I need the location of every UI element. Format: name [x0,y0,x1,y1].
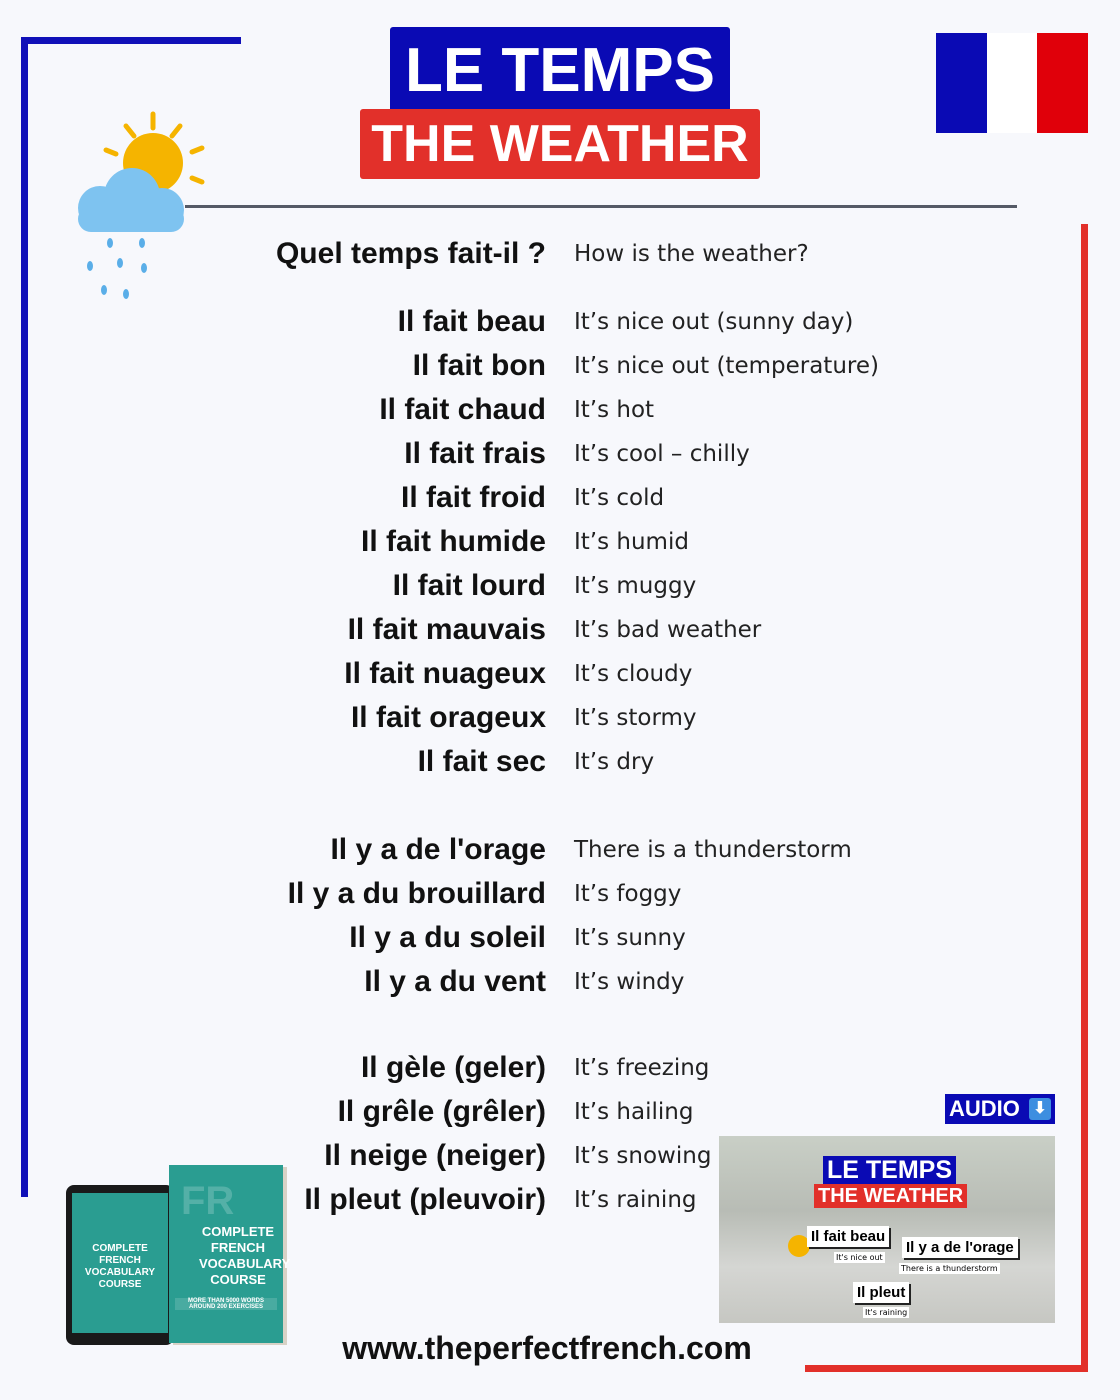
phrase-en: It’s snowing [574,1143,712,1169]
phrase-en: It’s freezing [574,1055,710,1081]
vocab-row [0,566,1120,606]
download-arrow-icon: ⬇ [1029,1098,1051,1120]
phrase-fr: Il y a du brouillard [287,877,546,910]
video-title-en: THE WEATHER [814,1184,967,1208]
vocab-row [0,610,1120,650]
phrase-fr: Il y a du soleil [349,921,546,954]
phrase-en: It’s foggy [574,881,682,907]
phrase-fr: Il fait bon [412,349,546,382]
vocab-row [0,654,1120,694]
phrase-fr: Il fait froid [401,481,546,514]
vocab-row [0,302,1120,342]
phrase-fr: Il fait nuageux [344,657,546,690]
divider [185,205,1017,208]
vocab-row [0,478,1120,518]
vocab-row [0,874,1120,914]
audio-button[interactable] [945,1094,1055,1124]
website-url[interactable]: www.theperfectfrench.com [342,1330,752,1366]
phrase-fr: Il fait chaud [379,393,546,426]
phrase-fr: Il fait sec [417,745,546,778]
phrase-en: It’s nice out (sunny day) [574,309,854,335]
vocab-row [0,742,1120,782]
phrase-fr: Il fait beau [397,305,546,338]
book-fr: FR [181,1179,235,1223]
vocab-row [0,390,1120,430]
phrase-fr: Il fait lourd [392,569,546,602]
video-sub-3: It's raining [865,1308,908,1317]
question-row [0,234,1120,274]
phrase-en: It’s windy [574,969,685,995]
phrase-en: It’s raining [574,1187,697,1213]
video-label-3: Il pleut [853,1282,909,1303]
vocab-row [0,830,1120,870]
phrase-fr: Il fait humide [360,525,546,558]
phrase-en: It’s hailing [574,1099,694,1125]
paperback-book [169,1165,291,1343]
vocab-row [0,1048,1120,1088]
phrase-fr: Il fait frais [404,437,546,470]
vocab-row [0,522,1120,562]
question-fr: Quel temps fait-il ? [275,237,546,270]
vocab-row [0,346,1120,386]
phrase-en: It’s sunny [574,925,686,951]
phrase-fr: Il y a du vent [364,965,546,998]
phrase-en: It’s cloudy [574,661,693,687]
frame-blue-top [24,37,241,44]
vocab-row [0,698,1120,738]
vocab-row [0,962,1120,1002]
tablet-book [66,1185,174,1345]
video-label-1: Il fait beau [807,1226,889,1247]
phrase-fr: Il y a de l'orage [330,833,546,866]
book-tag: MORE THAN 5000 WORDS AROUND 200 EXERCISES [175,1298,277,1310]
video-title-fr: LE TEMPS [823,1156,956,1184]
phrase-fr: Il fait mauvais [347,613,546,646]
video-label-2: Il y a de l'orage [902,1237,1018,1258]
video-sub-2: There is a thunderstorm [901,1264,998,1273]
title-fr: LE TEMPS [390,27,730,115]
phrase-en: It’s humid [574,529,689,555]
vocab-row [0,434,1120,474]
phrase-en: It’s nice out (temperature) [574,353,879,379]
vocab-row [0,918,1120,958]
video-sub-1: It's nice out [836,1253,883,1262]
phrase-fr: Il neige (neiger) [324,1139,546,1172]
phrase-en: It’s dry [574,749,655,775]
phrase-fr: Il gèle (geler) [360,1051,546,1084]
phrase-en: It’s cold [574,485,665,511]
french-flag [936,33,1088,133]
book-title: COMPLETE FRENCH VOCABULARY COURSE [199,1224,291,1287]
phrase-en: It’s bad weather [574,617,762,643]
title-en: THE WEATHER [360,109,760,179]
phrase-en: It’s muggy [574,573,697,599]
phrase-fr: Il fait orageux [350,701,546,734]
audio-label: AUDIO [949,1096,1020,1121]
question-en: How is the weather? [574,241,809,267]
phrase-en: It’s stormy [574,705,697,731]
phrase-en: There is a thunderstorm [574,837,852,863]
phrase-fr: Il grêle (grêler) [337,1095,546,1128]
phrase-en: It’s cool – chilly [574,441,750,467]
video-thumbnail[interactable] [719,1136,1055,1323]
phrase-en: It’s hot [574,397,655,423]
tablet-cover-title: COMPLETE FRENCH VOCABULARY COURSE [72,1193,168,1333]
phrase-fr: Il pleut (pleuvoir) [304,1183,546,1216]
